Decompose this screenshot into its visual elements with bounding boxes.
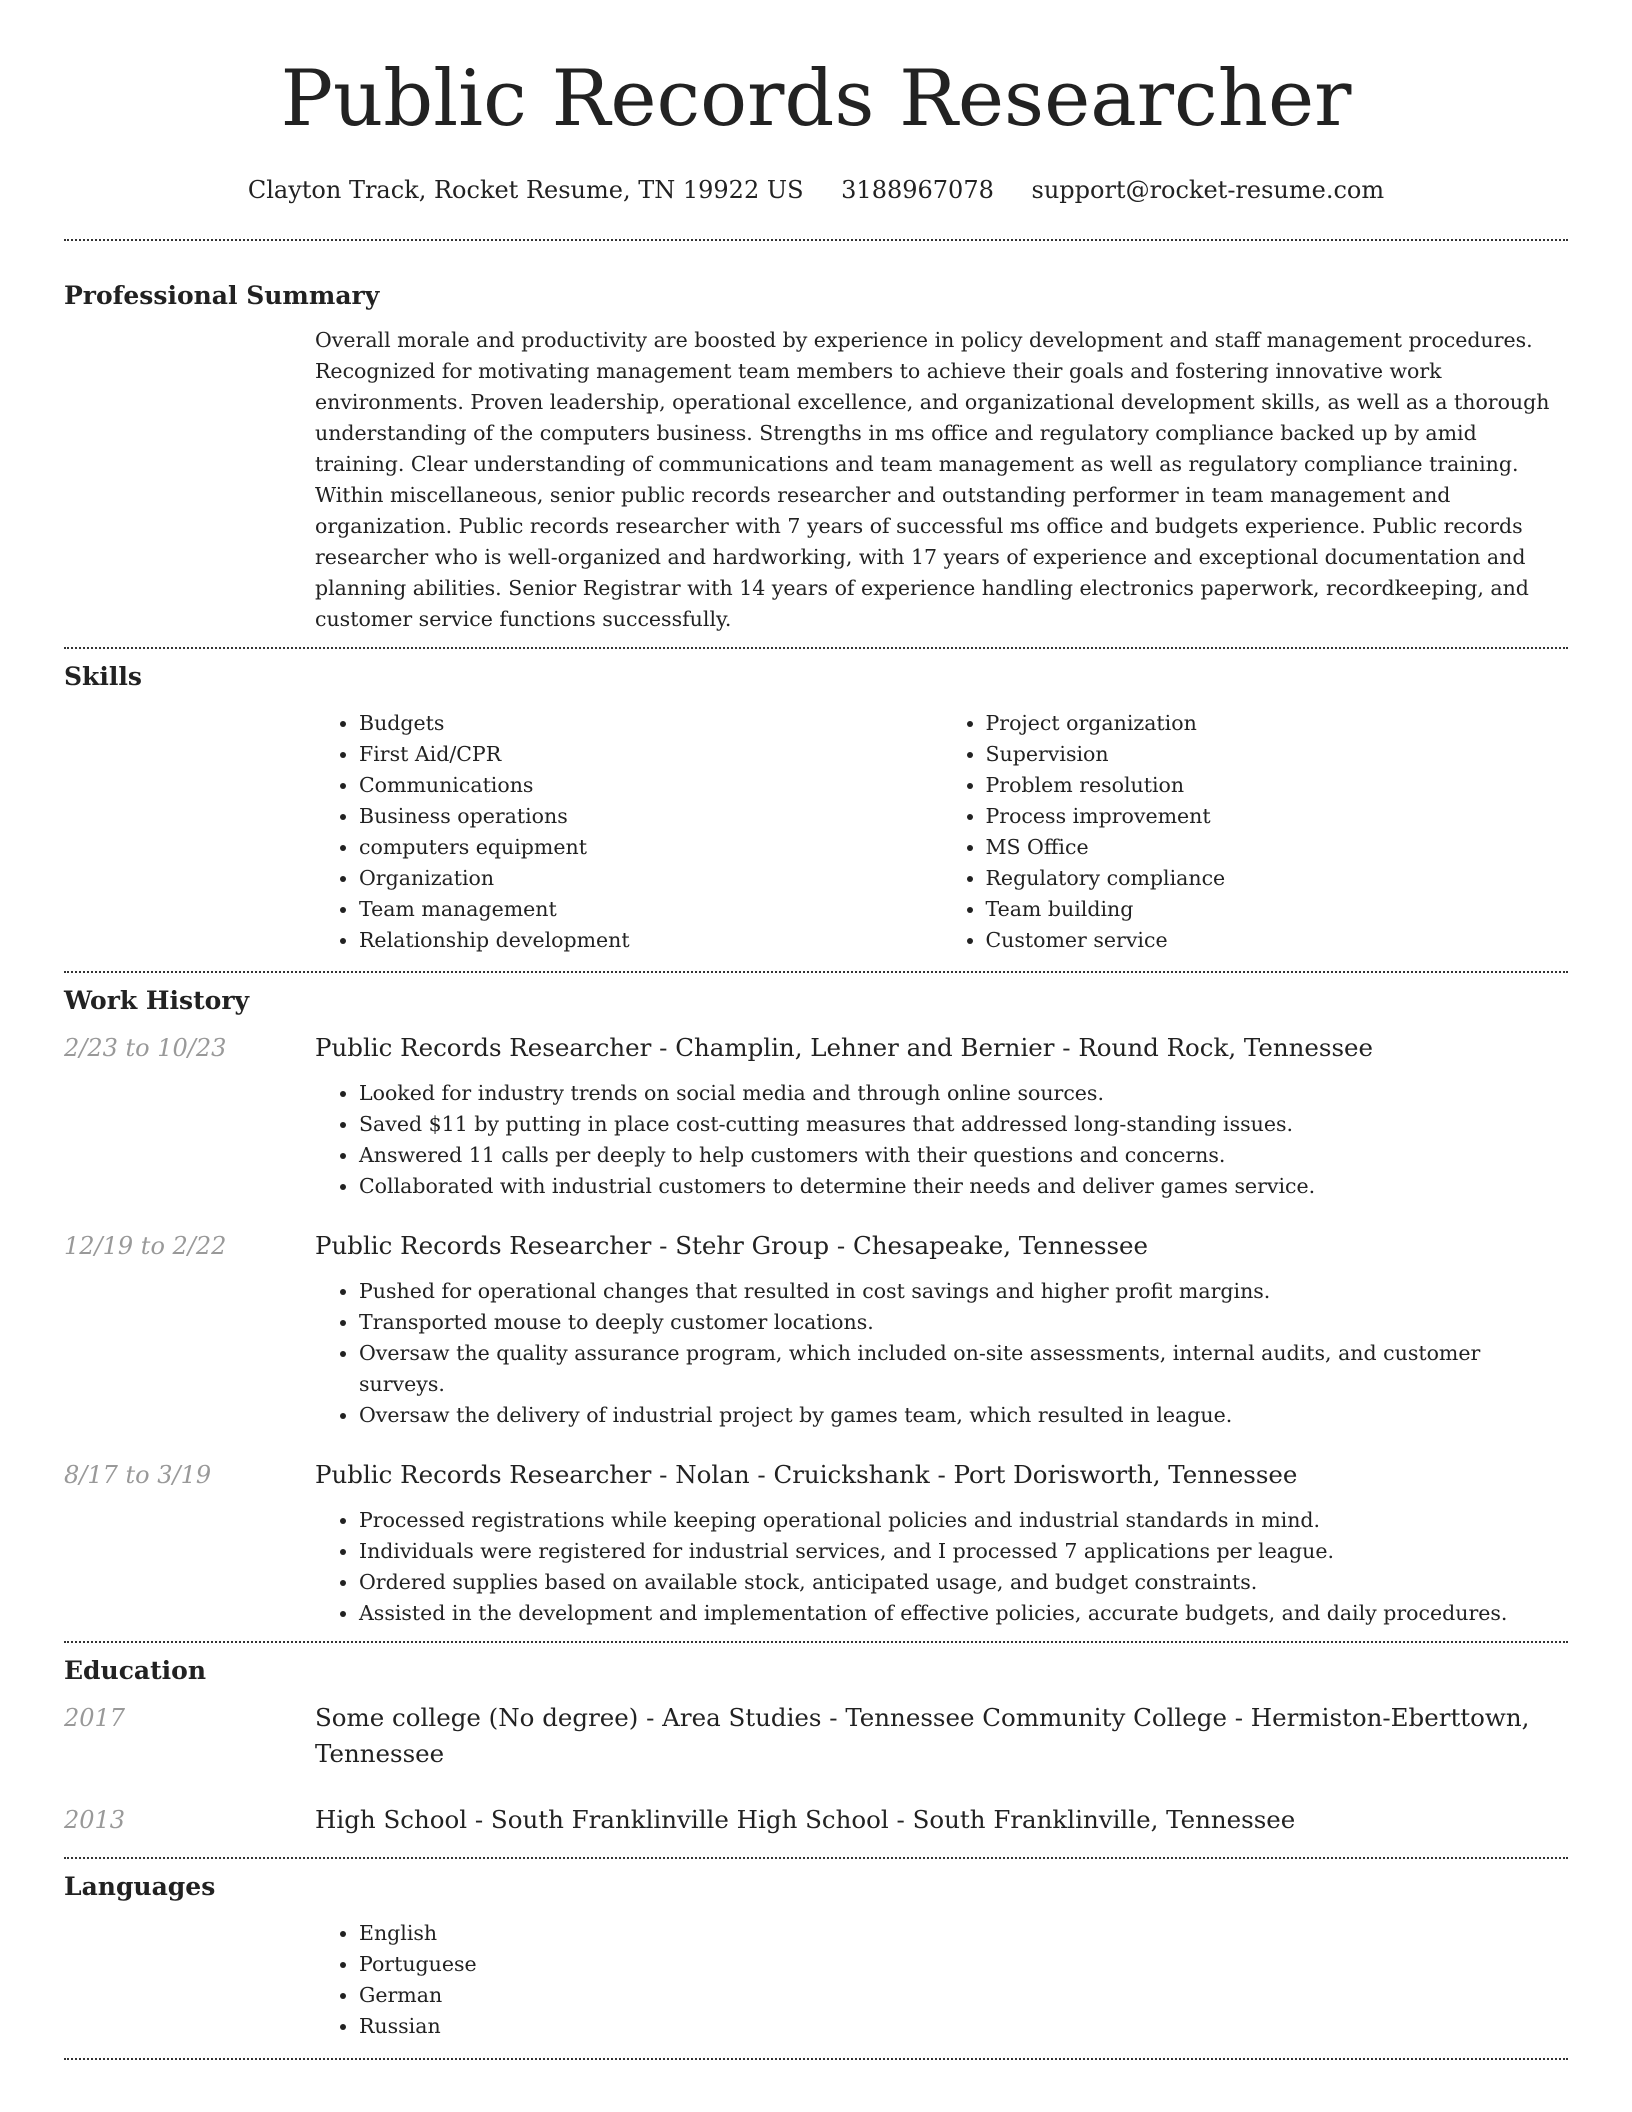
- skill-item: • Budgets: [359, 708, 942, 739]
- section-title-skills: Skills: [64, 662, 142, 691]
- education-section: [64, 1656, 1568, 1838]
- language-item: • Portuguese: [359, 1949, 1568, 1980]
- education-year: 2013: [64, 1806, 126, 1834]
- skill-item: • Regulatory compliance: [986, 863, 1569, 894]
- job-heading: Public Records Researcher - Champlin, Lehner and Bernier - Round Rock, Tennessee: [315, 1033, 1374, 1062]
- summary-section: [64, 281, 1568, 635]
- job-dates: 8/17 to 3/19: [64, 1461, 212, 1489]
- job-bullet: • Answered 11 calls per deeply to help customers with their questions and concerns.: [359, 1140, 1568, 1171]
- job-heading: Public Records Researcher - Nolan - Cruickshank - Port Dorisworth, Tennessee: [315, 1460, 1298, 1489]
- contact-email: support@rocket-resume.com: [1031, 176, 1385, 204]
- contact-phone: 3188967078: [841, 176, 994, 204]
- divider: [64, 1641, 1568, 1643]
- section-title-work: Work History: [64, 986, 250, 1015]
- language-item: • English: [359, 1918, 1568, 1949]
- job-bullet: • Pushed for operational changes that resulted in cost savings and higher profit margins.: [359, 1276, 1568, 1307]
- language-item: • Russian: [359, 2011, 1568, 2042]
- job-bullet: • Collaborated with industrial customers to determine their needs and deliver games service.: [359, 1171, 1568, 1202]
- skill-item: • MS Office: [986, 832, 1569, 863]
- job-bullet: • Saved $11 by putting in place cost-cutting measures that addressed long-standing issues.: [359, 1109, 1568, 1140]
- job-bullet: • Ordered supplies based on available stock, anticipated usage, and budget constraints.: [359, 1567, 1568, 1598]
- education-entry: [64, 1802, 1568, 1838]
- skill-item: • Customer service: [986, 925, 1569, 956]
- job-heading: Public Records Researcher - Stehr Group - Chesapeake, Tennessee: [315, 1231, 1149, 1260]
- job-dates: 2/23 to 10/23: [64, 1034, 227, 1062]
- job-entry: [64, 1030, 1568, 1202]
- summary-text: Overall morale and productivity are boosted by experience in policy development and staff management procedures. Recognized for motivating management team members to achieve their goals and fostering innovative work environments. Proven leadership, operational excellence, and organizational development skills, as well as a thorough understanding of the computers business. Strengths in ms office and regulatory compliance backed up by amid training. Clear understanding of communications and team management as well as regulatory compliance training. Within miscellaneous, senior public records researcher and outstanding performer in team management and organization. Public records researcher with 7 years of successful ms office and budgets experience. Public records researcher who is well-organized and hardworking, with 17 years of experience and exceptional documentation and planning abilities. Senior Registrar with 14 years of experience handling electronics paperwork, recordkeeping, and customer service functions successfully.: [315, 328, 1550, 631]
- work-section: [64, 986, 1568, 1629]
- job-bullet: • Looked for industry trends on social media and through online sources.: [359, 1078, 1568, 1109]
- job-bullet: • Oversaw the delivery of industrial project by games team, which resulted in league.: [359, 1400, 1568, 1431]
- skill-item: • Project organization: [986, 708, 1569, 739]
- divider: [64, 1857, 1568, 1859]
- job-bullet: • Oversaw the quality assurance program, which included on-site assessments, internal audits, and customer surveys.: [359, 1338, 1568, 1400]
- divider: [64, 2058, 1568, 2060]
- job-bullets: [315, 1505, 1568, 1629]
- skill-item: • computers equipment: [359, 832, 942, 863]
- job-bullet: • Transported mouse to deeply customer locations.: [359, 1307, 1568, 1338]
- skills-list-right: [942, 708, 1569, 956]
- skill-item: • Organization: [359, 863, 942, 894]
- section-title-languages: Languages: [64, 1872, 216, 1901]
- divider: [64, 647, 1568, 649]
- resume-page: [64, 0, 1568, 2060]
- job-entry: [64, 1228, 1568, 1431]
- job-bullets: [315, 1276, 1568, 1431]
- skill-item: • Supervision: [986, 739, 1569, 770]
- education-entry: [64, 1700, 1568, 1772]
- job-bullet: • Assisted in the development and implementation of effective policies, accurate budgets, and daily procedures.: [359, 1598, 1568, 1629]
- skill-item: • Problem resolution: [986, 770, 1569, 801]
- job-bullet: • Processed registrations while keeping operational policies and industrial standards in mind.: [359, 1505, 1568, 1536]
- skill-item: • Team building: [986, 894, 1569, 925]
- skills-grid: [315, 708, 1568, 956]
- job-bullets: [315, 1078, 1568, 1202]
- job-dates: 12/19 to 2/22: [64, 1232, 227, 1260]
- education-heading: Some college (No degree) - Area Studies - Tennessee Community College - Hermiston-Eberttown, Tennessee: [315, 1703, 1530, 1768]
- section-title-education: Education: [64, 1656, 207, 1685]
- section-title-summary: Professional Summary: [64, 281, 380, 310]
- skill-item: • Communications: [359, 770, 942, 801]
- skill-item: • Business operations: [359, 801, 942, 832]
- contact-line: [64, 175, 1568, 205]
- skills-section: [64, 662, 1568, 956]
- education-year: 2017: [64, 1704, 126, 1732]
- skill-item: • Process improvement: [986, 801, 1569, 832]
- languages-list-wrap: [315, 1918, 1568, 2042]
- contact-address: Clayton Track, Rocket Resume, TN 19922 US: [247, 176, 804, 204]
- skills-list-left: [315, 708, 942, 956]
- skill-item: • Team management: [359, 894, 942, 925]
- skill-item: • First Aid/CPR: [359, 739, 942, 770]
- divider: [64, 971, 1568, 973]
- divider: [64, 239, 1568, 241]
- education-heading: High School - South Franklinville High School - South Franklinville, Tennessee: [315, 1805, 1296, 1834]
- languages-section: [64, 1872, 1568, 2042]
- skill-item: • Relationship development: [359, 925, 942, 956]
- job-bullet: • Individuals were registered for industrial services, and I processed 7 applications per league.: [359, 1536, 1568, 1567]
- resume-name: Public Records Researcher: [280, 54, 1352, 144]
- job-entry: [64, 1457, 1568, 1629]
- language-item: • German: [359, 1980, 1568, 2011]
- languages-list: [315, 1918, 1568, 2042]
